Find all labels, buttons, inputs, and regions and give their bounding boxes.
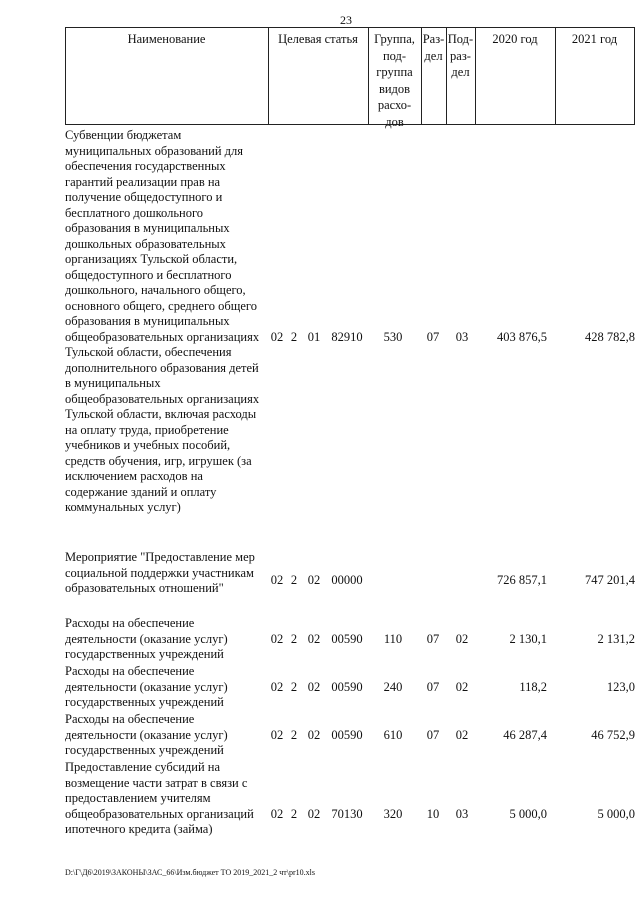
header-subsection: Под- раз- дел: [447, 32, 474, 79]
amount-2020: 2 130,1: [509, 631, 547, 646]
amount-2020: 46 287,4: [503, 727, 547, 742]
amount-2021: 46 752,9: [591, 727, 635, 742]
header-section: Раз- дел: [422, 32, 445, 63]
subsection-code: 02: [455, 727, 469, 742]
header-bottom-border: [65, 124, 635, 125]
section-code: 10: [426, 806, 440, 821]
expense-group: 240: [383, 679, 403, 694]
target-code-part: 2: [290, 330, 298, 344]
target-code-part: 02: [307, 631, 321, 646]
row-name: Субвенции бюджетам муниципальных образований для обеспечения государственных гарантий реализации прав на получение общедоступного и бесплатного дошкольного образования в муниципальных дошкольных образовательных организациях Тульской области, общедоступного и бесплатного дошкольного, начального общего, основного общего, среднего общего образования в муниципальных общеобразовательных организациях Тульской области, обеспечения дополнительного образования детей в муниципальных общеобразовательных организациях Тульской области, включая расходы на оплату труда, приобретение учебников и учебных пособий, средств обучения, игр, игрушек (за исключением расходов на содержание зданий и оплату коммунальных услуг): [65, 128, 260, 514]
target-code-part: 2: [290, 631, 298, 646]
target-code-part: 02: [307, 679, 321, 694]
header-target-article: Целевая статья: [278, 32, 358, 46]
page-number: 23: [340, 13, 352, 27]
header-name: Наименование: [127, 32, 206, 46]
section-code: 07: [426, 727, 440, 742]
target-code-part: 02: [307, 727, 321, 742]
amount-2021: 5 000,0: [597, 806, 635, 821]
subsection-code: 03: [455, 806, 469, 821]
target-code-part: 02: [270, 679, 284, 694]
target-code-part: 2: [290, 573, 298, 587]
target-code-part: 2: [290, 679, 298, 694]
target-code-part: 01: [307, 330, 321, 344]
target-code-part: 70130: [331, 806, 363, 821]
table-header: [65, 27, 635, 129]
header-expense-group: Группа, под- группа видов расхо- дов: [374, 32, 415, 129]
target-code-part: 2: [290, 806, 298, 821]
section-code: 07: [426, 330, 440, 344]
amount-2021: 2 131,2: [597, 631, 635, 646]
row-name: Предоставление субсидий на возмещение части затрат в связи с предоставлением учителям общеобразовательных организаций ипотечного кредита (займа): [65, 760, 254, 836]
header-year-2021: 2021 год: [571, 32, 618, 46]
row-name: Расходы на обеспечение деятельности (оказание услуг) государственных учреждений: [65, 712, 228, 757]
target-code-part: 00590: [331, 727, 363, 742]
amount-2020: 726 857,1: [497, 573, 547, 587]
amount-2021: 123,0: [606, 679, 635, 694]
row-name: Расходы на обеспечение деятельности (оказание услуг) государственных учреждений: [65, 616, 228, 661]
amount-2021: 428 782,8: [585, 330, 635, 344]
target-code-part: 02: [270, 727, 284, 742]
subsection-code: 02: [455, 679, 469, 694]
subsection-code: 03: [455, 330, 469, 344]
header-top-border: [65, 27, 635, 28]
header-year-2020: 2020 год: [492, 32, 538, 46]
target-code-part: 82910: [331, 330, 363, 344]
section-code: 07: [426, 679, 440, 694]
row-name: Мероприятие "Предоставление мер социальной поддержки участникам образовательных отношений": [65, 550, 255, 595]
target-code-part: 02: [270, 330, 284, 344]
subsection-code: 02: [455, 631, 469, 646]
expense-group: 610: [383, 727, 403, 742]
amount-2020: 118,2: [519, 679, 547, 694]
expense-group: 530: [383, 330, 403, 344]
target-code-part: 02: [307, 806, 321, 821]
expense-group: 320: [383, 806, 403, 821]
amount-2020: 403 876,5: [497, 330, 547, 344]
target-code-part: 00000: [331, 573, 363, 587]
col-divider: [634, 27, 635, 125]
section-code: 07: [426, 631, 440, 646]
amount-2021: 747 201,4: [585, 573, 635, 587]
target-code-part: 02: [270, 631, 284, 646]
amount-2020: 5 000,0: [509, 806, 547, 821]
target-code-part: 00590: [331, 631, 363, 646]
target-code-part: 02: [270, 806, 284, 821]
target-code-part: 02: [307, 573, 321, 587]
target-code-part: 02: [270, 573, 284, 587]
row-name: Расходы на обеспечение деятельности (оказание услуг) государственных учреждений: [65, 664, 228, 709]
target-code-part: 00590: [331, 679, 363, 694]
target-code-part: 2: [290, 727, 298, 742]
expense-group: 110: [383, 631, 403, 646]
file-path-footer: D:\Г\Д6\2019\ЗАКОНЫ\ЗАС_66\Изм.бюджет ТО 2019_2021_2 чт\pr10.xls: [65, 868, 315, 877]
